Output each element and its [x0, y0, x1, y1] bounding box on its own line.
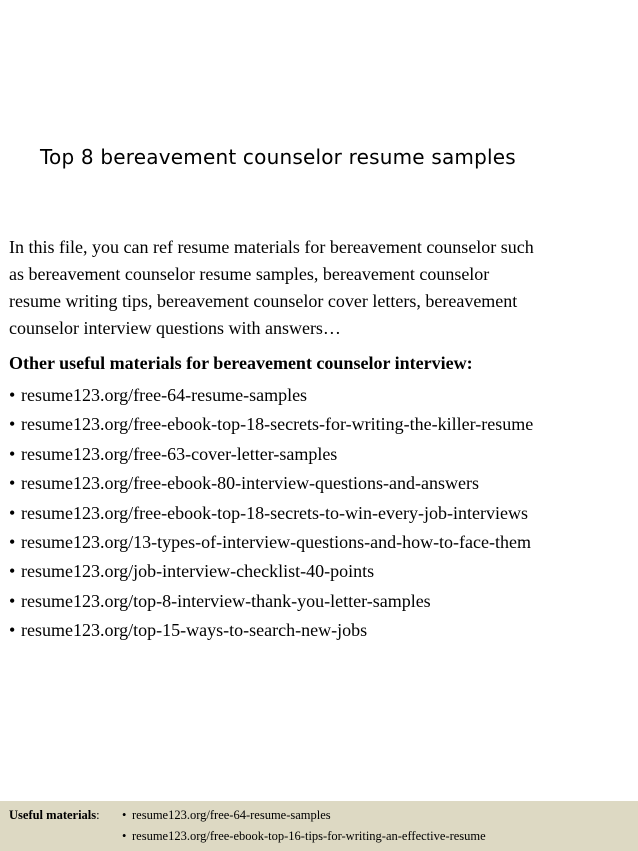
material-link[interactable]: resume123.org/top-8-interview-thank-you-letter-samples — [21, 590, 431, 611]
bullet-icon: • — [122, 829, 127, 843]
bullet-icon: • — [9, 502, 16, 523]
material-link[interactable]: resume123.org/free-ebook-80-interview-questions-and-answers — [21, 473, 480, 494]
material-link[interactable]: resume123.org/free-63-cover-letter-samples — [21, 443, 338, 464]
footer-label: Useful materials: — [9, 808, 100, 822]
list-item — [9, 528, 637, 557]
material-link[interactable]: resume123.org/free-64-resume-samples — [21, 385, 308, 405]
bullet-icon: • — [9, 414, 16, 435]
material-link[interactable]: resume123.org/job-interview-checklist-40-points — [21, 561, 375, 582]
list-item — [9, 410, 637, 439]
intro-line: counselor interview questions with answers… — [9, 318, 341, 338]
footer-link-list — [122, 805, 486, 847]
bullet-icon: • — [122, 808, 127, 822]
materials-link-list — [9, 381, 637, 646]
bullet-icon: • — [9, 532, 16, 553]
intro-line: In this file, you can ref resume materials for bereavement counselor such — [9, 237, 534, 257]
list-item — [9, 499, 637, 528]
document-title: Top 8 bereavement counselor resume samples — [40, 145, 516, 169]
list-item — [9, 616, 637, 645]
footer-link[interactable]: resume123.org/free-ebook-top-16-tips-for-writing-an-effective-resume — [132, 829, 486, 843]
list-item — [122, 805, 486, 826]
material-link[interactable]: resume123.org/free-ebook-top-18-secrets-for-writing-the-killer-resume — [21, 414, 534, 435]
material-link[interactable]: resume123.org/top-15-ways-to-search-new-jobs — [21, 620, 368, 641]
intro-line: resume writing tips, bereavement counselor cover letters, bereavement — [9, 291, 518, 311]
material-link[interactable]: resume123.org/13-types-of-interview-questions-and-how-to-face-them — [21, 532, 532, 553]
list-item — [9, 440, 637, 469]
list-item — [9, 469, 637, 498]
list-item — [9, 381, 637, 410]
material-link[interactable]: resume123.org/free-ebook-top-18-secrets-to-win-every-job-interviews — [21, 502, 528, 523]
bullet-icon: • — [9, 443, 16, 464]
intro-line: as bereavement counselor resume samples, bereavement counselor — [9, 264, 490, 284]
footer-bar — [0, 801, 638, 851]
list-item — [9, 587, 637, 616]
footer-link[interactable]: resume123.org/free-64-resume-samples — [132, 808, 331, 822]
list-item — [122, 826, 486, 847]
bullet-icon: • — [9, 590, 16, 611]
bullet-icon: • — [9, 561, 16, 582]
bullet-icon: • — [9, 385, 16, 405]
other-materials-heading: Other useful materials for bereavement counselor interview: — [9, 353, 473, 373]
bullet-icon: • — [9, 620, 16, 641]
list-item — [9, 557, 637, 586]
intro-paragraph — [9, 234, 633, 342]
bullet-icon: • — [9, 473, 16, 494]
